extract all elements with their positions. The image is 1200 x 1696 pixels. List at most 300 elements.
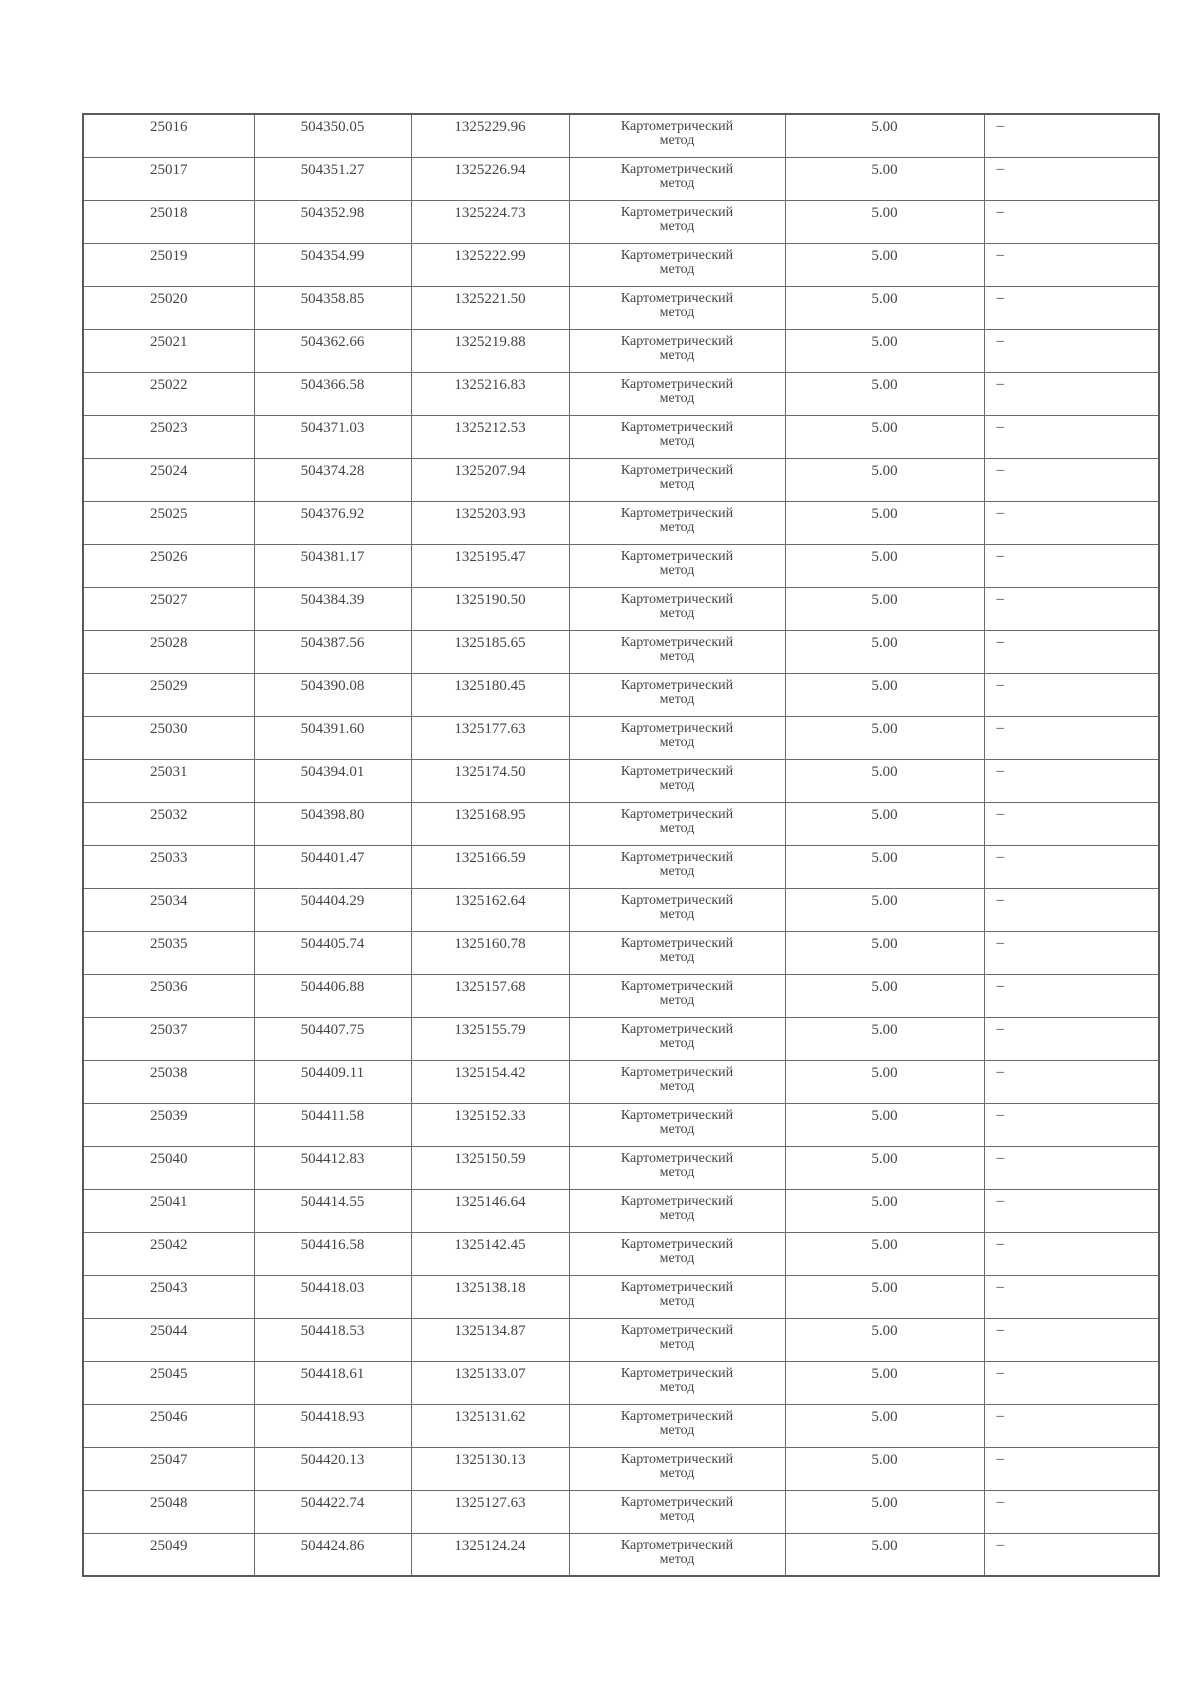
method-text-line2: метод xyxy=(659,820,695,836)
method-cell xyxy=(569,845,785,888)
note-cell: – xyxy=(984,1318,1159,1361)
note-cell: – xyxy=(984,1404,1159,1447)
note-cell: – xyxy=(984,1447,1159,1490)
method-text-line1: Картометрический xyxy=(620,1279,734,1295)
point-number-cell: 25020 xyxy=(83,286,254,329)
point-number-cell: 25037 xyxy=(83,1017,254,1060)
x-coordinate-cell: 504387.56 xyxy=(254,630,411,673)
note-cell: – xyxy=(984,1533,1159,1576)
method-text-line2: метод xyxy=(659,261,695,277)
method-text-line1: Картометрический xyxy=(620,634,734,650)
table-row xyxy=(83,802,1159,845)
y-coordinate-cell: 1325146.64 xyxy=(411,1189,569,1232)
point-number-cell: 25019 xyxy=(83,243,254,286)
method-text-line1: Картометрический xyxy=(620,1193,734,1209)
accuracy-cell: 5.00 xyxy=(785,845,984,888)
method-text-line1: Картометрический xyxy=(620,591,734,607)
x-coordinate-cell: 504406.88 xyxy=(254,974,411,1017)
method-cell xyxy=(569,544,785,587)
accuracy-cell: 5.00 xyxy=(785,1275,984,1318)
method-text-line1: Картометрический xyxy=(620,290,734,306)
method-cell xyxy=(569,1103,785,1146)
point-number-cell: 25018 xyxy=(83,200,254,243)
method-cell xyxy=(569,802,785,845)
method-cell xyxy=(569,415,785,458)
y-coordinate-cell: 1325207.94 xyxy=(411,458,569,501)
method-cell xyxy=(569,1361,785,1404)
accuracy-cell: 5.00 xyxy=(785,544,984,587)
method-text-line2: метод xyxy=(659,1508,695,1524)
method-text-line1: Картометрический xyxy=(620,1021,734,1037)
accuracy-cell: 5.00 xyxy=(785,1361,984,1404)
method-text-line1: Картометрический xyxy=(620,333,734,349)
method-text-line1: Картометрический xyxy=(620,806,734,822)
note-cell: – xyxy=(984,759,1159,802)
accuracy-cell: 5.00 xyxy=(785,888,984,931)
x-coordinate-cell: 504414.55 xyxy=(254,1189,411,1232)
method-text-line2: метод xyxy=(659,906,695,922)
note-cell: – xyxy=(984,1103,1159,1146)
note-cell: – xyxy=(984,458,1159,501)
note-cell: – xyxy=(984,286,1159,329)
method-cell xyxy=(569,1060,785,1103)
table-row xyxy=(83,974,1159,1017)
method-cell xyxy=(569,587,785,630)
y-coordinate-cell: 1325229.96 xyxy=(411,114,569,157)
point-number-cell: 25032 xyxy=(83,802,254,845)
y-coordinate-cell: 1325190.50 xyxy=(411,587,569,630)
y-coordinate-cell: 1325152.33 xyxy=(411,1103,569,1146)
y-coordinate-cell: 1325131.62 xyxy=(411,1404,569,1447)
accuracy-cell: 5.00 xyxy=(785,329,984,372)
method-text-line2: метод xyxy=(659,133,695,148)
method-text-line1: Картометрический xyxy=(620,978,734,994)
accuracy-cell: 5.00 xyxy=(785,1103,984,1146)
x-coordinate-cell: 504420.13 xyxy=(254,1447,411,1490)
note-cell: – xyxy=(984,845,1159,888)
method-text-line1: Картометрический xyxy=(620,1107,734,1123)
table-row xyxy=(83,845,1159,888)
table-row xyxy=(83,1447,1159,1490)
point-number-cell: 25021 xyxy=(83,329,254,372)
point-number-cell: 25036 xyxy=(83,974,254,1017)
x-coordinate-cell: 504424.86 xyxy=(254,1533,411,1576)
method-text-line1: Картометрический xyxy=(620,849,734,865)
point-number-cell: 25039 xyxy=(83,1103,254,1146)
accuracy-cell: 5.00 xyxy=(785,1017,984,1060)
y-coordinate-cell: 1325185.65 xyxy=(411,630,569,673)
x-coordinate-cell: 504374.28 xyxy=(254,458,411,501)
method-text-line2: метод xyxy=(659,1250,695,1266)
x-coordinate-cell: 504418.61 xyxy=(254,1361,411,1404)
method-cell xyxy=(569,329,785,372)
x-coordinate-cell: 504401.47 xyxy=(254,845,411,888)
method-text-line1: Картометрический xyxy=(620,119,734,134)
accuracy-cell: 5.00 xyxy=(785,1146,984,1189)
method-text-line1: Картометрический xyxy=(620,892,734,908)
method-text-line1: Картометрический xyxy=(620,204,734,220)
method-cell xyxy=(569,286,785,329)
method-cell xyxy=(569,1533,785,1576)
method-text-line1: Картометрический xyxy=(620,419,734,435)
accuracy-cell: 5.00 xyxy=(785,415,984,458)
point-number-cell: 25033 xyxy=(83,845,254,888)
coordinates-table xyxy=(82,113,1160,1577)
method-text-line1: Картометрический xyxy=(620,376,734,392)
method-text-line2: метод xyxy=(659,992,695,1008)
table-row xyxy=(83,1533,1159,1576)
accuracy-cell: 5.00 xyxy=(785,501,984,544)
x-coordinate-cell: 504422.74 xyxy=(254,1490,411,1533)
method-text-line2: метод xyxy=(659,1035,695,1051)
point-number-cell: 25030 xyxy=(83,716,254,759)
point-number-cell: 25016 xyxy=(83,114,254,157)
method-text-line2: метод xyxy=(659,949,695,965)
table-row xyxy=(83,1017,1159,1060)
y-coordinate-cell: 1325226.94 xyxy=(411,157,569,200)
point-number-cell: 25022 xyxy=(83,372,254,415)
method-text-line1: Картометрический xyxy=(620,763,734,779)
method-text-line2: метод xyxy=(659,648,695,664)
coordinates-table-body xyxy=(83,114,1159,1576)
method-cell xyxy=(569,1318,785,1361)
y-coordinate-cell: 1325150.59 xyxy=(411,1146,569,1189)
method-text-line2: метод xyxy=(659,562,695,578)
x-coordinate-cell: 504351.27 xyxy=(254,157,411,200)
method-text-line1: Картометрический xyxy=(620,1236,734,1252)
note-cell: – xyxy=(984,415,1159,458)
method-cell xyxy=(569,1189,785,1232)
table-row xyxy=(83,1318,1159,1361)
x-coordinate-cell: 504390.08 xyxy=(254,673,411,716)
x-coordinate-cell: 504411.58 xyxy=(254,1103,411,1146)
x-coordinate-cell: 504352.98 xyxy=(254,200,411,243)
point-number-cell: 25047 xyxy=(83,1447,254,1490)
table-row xyxy=(83,157,1159,200)
note-cell: – xyxy=(984,200,1159,243)
method-cell xyxy=(569,458,785,501)
accuracy-cell: 5.00 xyxy=(785,1490,984,1533)
point-number-cell: 25038 xyxy=(83,1060,254,1103)
accuracy-cell: 5.00 xyxy=(785,1060,984,1103)
table-row xyxy=(83,630,1159,673)
y-coordinate-cell: 1325138.18 xyxy=(411,1275,569,1318)
note-cell: – xyxy=(984,587,1159,630)
method-text-line1: Картометрический xyxy=(620,247,734,263)
method-cell xyxy=(569,759,785,802)
y-coordinate-cell: 1325134.87 xyxy=(411,1318,569,1361)
note-cell: – xyxy=(984,1060,1159,1103)
table-row xyxy=(83,372,1159,415)
accuracy-cell: 5.00 xyxy=(785,673,984,716)
point-number-cell: 25023 xyxy=(83,415,254,458)
note-cell: – xyxy=(984,329,1159,372)
note-cell: – xyxy=(984,673,1159,716)
y-coordinate-cell: 1325162.64 xyxy=(411,888,569,931)
method-cell xyxy=(569,243,785,286)
accuracy-cell: 5.00 xyxy=(785,587,984,630)
method-cell xyxy=(569,630,785,673)
table-row xyxy=(83,501,1159,544)
method-cell xyxy=(569,1275,785,1318)
note-cell: – xyxy=(984,372,1159,415)
method-text-line1: Картометрический xyxy=(620,1150,734,1166)
note-cell: – xyxy=(984,1189,1159,1232)
method-text-line2: метод xyxy=(659,433,695,449)
point-number-cell: 25017 xyxy=(83,157,254,200)
x-coordinate-cell: 504350.05 xyxy=(254,114,411,157)
table-row xyxy=(83,1103,1159,1146)
method-text-line1: Картометрический xyxy=(620,1494,734,1510)
accuracy-cell: 5.00 xyxy=(785,1533,984,1576)
x-coordinate-cell: 504404.29 xyxy=(254,888,411,931)
note-cell: – xyxy=(984,931,1159,974)
table-row xyxy=(83,544,1159,587)
table-row xyxy=(83,200,1159,243)
method-cell xyxy=(569,372,785,415)
method-text-line1: Картометрический xyxy=(620,1451,734,1467)
table-row xyxy=(83,1189,1159,1232)
y-coordinate-cell: 1325221.50 xyxy=(411,286,569,329)
accuracy-cell: 5.00 xyxy=(785,458,984,501)
method-text-line2: метод xyxy=(659,1207,695,1223)
x-coordinate-cell: 504407.75 xyxy=(254,1017,411,1060)
y-coordinate-cell: 1325216.83 xyxy=(411,372,569,415)
note-cell: – xyxy=(984,1275,1159,1318)
note-cell: – xyxy=(984,501,1159,544)
method-text-line2: метод xyxy=(659,218,695,234)
method-text-line2: метод xyxy=(659,1078,695,1094)
point-number-cell: 25026 xyxy=(83,544,254,587)
y-coordinate-cell: 1325224.73 xyxy=(411,200,569,243)
method-text-line1: Картометрический xyxy=(620,161,734,177)
x-coordinate-cell: 504418.03 xyxy=(254,1275,411,1318)
method-text-line1: Картометрический xyxy=(620,1365,734,1381)
method-cell xyxy=(569,1017,785,1060)
x-coordinate-cell: 504366.58 xyxy=(254,372,411,415)
method-cell xyxy=(569,1232,785,1275)
accuracy-cell: 5.00 xyxy=(785,759,984,802)
point-number-cell: 25048 xyxy=(83,1490,254,1533)
method-cell xyxy=(569,200,785,243)
note-cell: – xyxy=(984,888,1159,931)
x-coordinate-cell: 504412.83 xyxy=(254,1146,411,1189)
method-text-line2: метод xyxy=(659,691,695,707)
y-coordinate-cell: 1325168.95 xyxy=(411,802,569,845)
table-row xyxy=(83,1361,1159,1404)
note-cell: – xyxy=(984,802,1159,845)
method-cell xyxy=(569,501,785,544)
x-coordinate-cell: 504391.60 xyxy=(254,716,411,759)
method-cell xyxy=(569,1447,785,1490)
method-text-line2: метод xyxy=(659,734,695,750)
point-number-cell: 25027 xyxy=(83,587,254,630)
x-coordinate-cell: 504381.17 xyxy=(254,544,411,587)
method-text-line2: метод xyxy=(659,476,695,492)
method-text-line2: метод xyxy=(659,1379,695,1395)
x-coordinate-cell: 504394.01 xyxy=(254,759,411,802)
table-row xyxy=(83,673,1159,716)
table-row xyxy=(83,888,1159,931)
table-row xyxy=(83,587,1159,630)
y-coordinate-cell: 1325157.68 xyxy=(411,974,569,1017)
table-row xyxy=(83,759,1159,802)
accuracy-cell: 5.00 xyxy=(785,286,984,329)
y-coordinate-cell: 1325124.24 xyxy=(411,1533,569,1576)
point-number-cell: 25029 xyxy=(83,673,254,716)
method-text-line2: метод xyxy=(659,863,695,879)
note-cell: – xyxy=(984,544,1159,587)
point-number-cell: 25045 xyxy=(83,1361,254,1404)
y-coordinate-cell: 1325133.07 xyxy=(411,1361,569,1404)
y-coordinate-cell: 1325180.45 xyxy=(411,673,569,716)
method-text-line1: Картометрический xyxy=(620,1408,734,1424)
x-coordinate-cell: 504409.11 xyxy=(254,1060,411,1103)
x-coordinate-cell: 504354.99 xyxy=(254,243,411,286)
accuracy-cell: 5.00 xyxy=(785,716,984,759)
table-row xyxy=(83,458,1159,501)
method-text-line2: метод xyxy=(659,1121,695,1137)
x-coordinate-cell: 504358.85 xyxy=(254,286,411,329)
table-row xyxy=(83,1490,1159,1533)
point-number-cell: 25035 xyxy=(83,931,254,974)
method-text-line2: метод xyxy=(659,519,695,535)
table-row xyxy=(83,1146,1159,1189)
method-text-line1: Картометрический xyxy=(620,720,734,736)
method-cell xyxy=(569,974,785,1017)
method-cell xyxy=(569,673,785,716)
accuracy-cell: 5.00 xyxy=(785,1232,984,1275)
method-text-line1: Картометрический xyxy=(620,548,734,564)
y-coordinate-cell: 1325174.50 xyxy=(411,759,569,802)
note-cell: – xyxy=(984,1361,1159,1404)
method-text-line2: метод xyxy=(659,777,695,793)
table-row xyxy=(83,1060,1159,1103)
y-coordinate-cell: 1325195.47 xyxy=(411,544,569,587)
accuracy-cell: 5.00 xyxy=(785,931,984,974)
point-number-cell: 25041 xyxy=(83,1189,254,1232)
method-cell xyxy=(569,1404,785,1447)
method-text-line2: метод xyxy=(659,347,695,363)
note-cell: – xyxy=(984,1232,1159,1275)
method-text-line1: Картометрический xyxy=(620,505,734,521)
x-coordinate-cell: 504418.93 xyxy=(254,1404,411,1447)
method-text-line2: метод xyxy=(659,1336,695,1352)
y-coordinate-cell: 1325130.13 xyxy=(411,1447,569,1490)
method-cell xyxy=(569,1146,785,1189)
accuracy-cell: 5.00 xyxy=(785,802,984,845)
method-text-line2: метод xyxy=(659,1465,695,1481)
method-cell xyxy=(569,888,785,931)
x-coordinate-cell: 504398.80 xyxy=(254,802,411,845)
note-cell: – xyxy=(984,1017,1159,1060)
note-cell: – xyxy=(984,114,1159,157)
point-number-cell: 25034 xyxy=(83,888,254,931)
table-row xyxy=(83,931,1159,974)
table-row xyxy=(83,1275,1159,1318)
y-coordinate-cell: 1325127.63 xyxy=(411,1490,569,1533)
note-cell: – xyxy=(984,974,1159,1017)
y-coordinate-cell: 1325154.42 xyxy=(411,1060,569,1103)
method-cell xyxy=(569,1490,785,1533)
method-cell xyxy=(569,157,785,200)
method-text-line2: метод xyxy=(659,605,695,621)
point-number-cell: 25031 xyxy=(83,759,254,802)
x-coordinate-cell: 504371.03 xyxy=(254,415,411,458)
table-row xyxy=(83,716,1159,759)
table-row xyxy=(83,286,1159,329)
note-cell: – xyxy=(984,1490,1159,1533)
table-row xyxy=(83,415,1159,458)
method-text-line2: метод xyxy=(659,390,695,406)
method-text-line1: Картометрический xyxy=(620,1322,734,1338)
y-coordinate-cell: 1325203.93 xyxy=(411,501,569,544)
y-coordinate-cell: 1325142.45 xyxy=(411,1232,569,1275)
y-coordinate-cell: 1325166.59 xyxy=(411,845,569,888)
point-number-cell: 25049 xyxy=(83,1533,254,1576)
y-coordinate-cell: 1325212.53 xyxy=(411,415,569,458)
accuracy-cell: 5.00 xyxy=(785,1447,984,1490)
note-cell: – xyxy=(984,716,1159,759)
note-cell: – xyxy=(984,243,1159,286)
x-coordinate-cell: 504362.66 xyxy=(254,329,411,372)
accuracy-cell: 5.00 xyxy=(785,372,984,415)
table-row xyxy=(83,114,1159,157)
method-cell xyxy=(569,716,785,759)
method-text-line1: Картометрический xyxy=(620,677,734,693)
x-coordinate-cell: 504416.58 xyxy=(254,1232,411,1275)
accuracy-cell: 5.00 xyxy=(785,630,984,673)
y-coordinate-cell: 1325219.88 xyxy=(411,329,569,372)
method-text-line2: метод xyxy=(659,304,695,320)
y-coordinate-cell: 1325222.99 xyxy=(411,243,569,286)
note-cell: – xyxy=(984,630,1159,673)
method-text-line2: метод xyxy=(659,1164,695,1180)
x-coordinate-cell: 504384.39 xyxy=(254,587,411,630)
x-coordinate-cell: 504418.53 xyxy=(254,1318,411,1361)
x-coordinate-cell: 504405.74 xyxy=(254,931,411,974)
note-cell: – xyxy=(984,157,1159,200)
point-number-cell: 25042 xyxy=(83,1232,254,1275)
method-text-line1: Картометрический xyxy=(620,1537,734,1553)
point-number-cell: 25044 xyxy=(83,1318,254,1361)
point-number-cell: 25028 xyxy=(83,630,254,673)
y-coordinate-cell: 1325177.63 xyxy=(411,716,569,759)
point-number-cell: 25024 xyxy=(83,458,254,501)
point-number-cell: 25025 xyxy=(83,501,254,544)
accuracy-cell: 5.00 xyxy=(785,243,984,286)
accuracy-cell: 5.00 xyxy=(785,114,984,157)
point-number-cell: 25040 xyxy=(83,1146,254,1189)
point-number-cell: 25046 xyxy=(83,1404,254,1447)
method-text-line2: метод xyxy=(659,1551,695,1567)
method-cell xyxy=(569,114,785,157)
accuracy-cell: 5.00 xyxy=(785,1318,984,1361)
table-row xyxy=(83,1232,1159,1275)
y-coordinate-cell: 1325155.79 xyxy=(411,1017,569,1060)
method-text-line2: метод xyxy=(659,1422,695,1438)
method-text-line2: метод xyxy=(659,1293,695,1309)
x-coordinate-cell: 504376.92 xyxy=(254,501,411,544)
method-text-line1: Картометрический xyxy=(620,1064,734,1080)
accuracy-cell: 5.00 xyxy=(785,974,984,1017)
accuracy-cell: 5.00 xyxy=(785,1404,984,1447)
table-row xyxy=(83,1404,1159,1447)
method-text-line1: Картометрический xyxy=(620,462,734,478)
table-row xyxy=(83,243,1159,286)
table-row xyxy=(83,329,1159,372)
method-cell xyxy=(569,931,785,974)
